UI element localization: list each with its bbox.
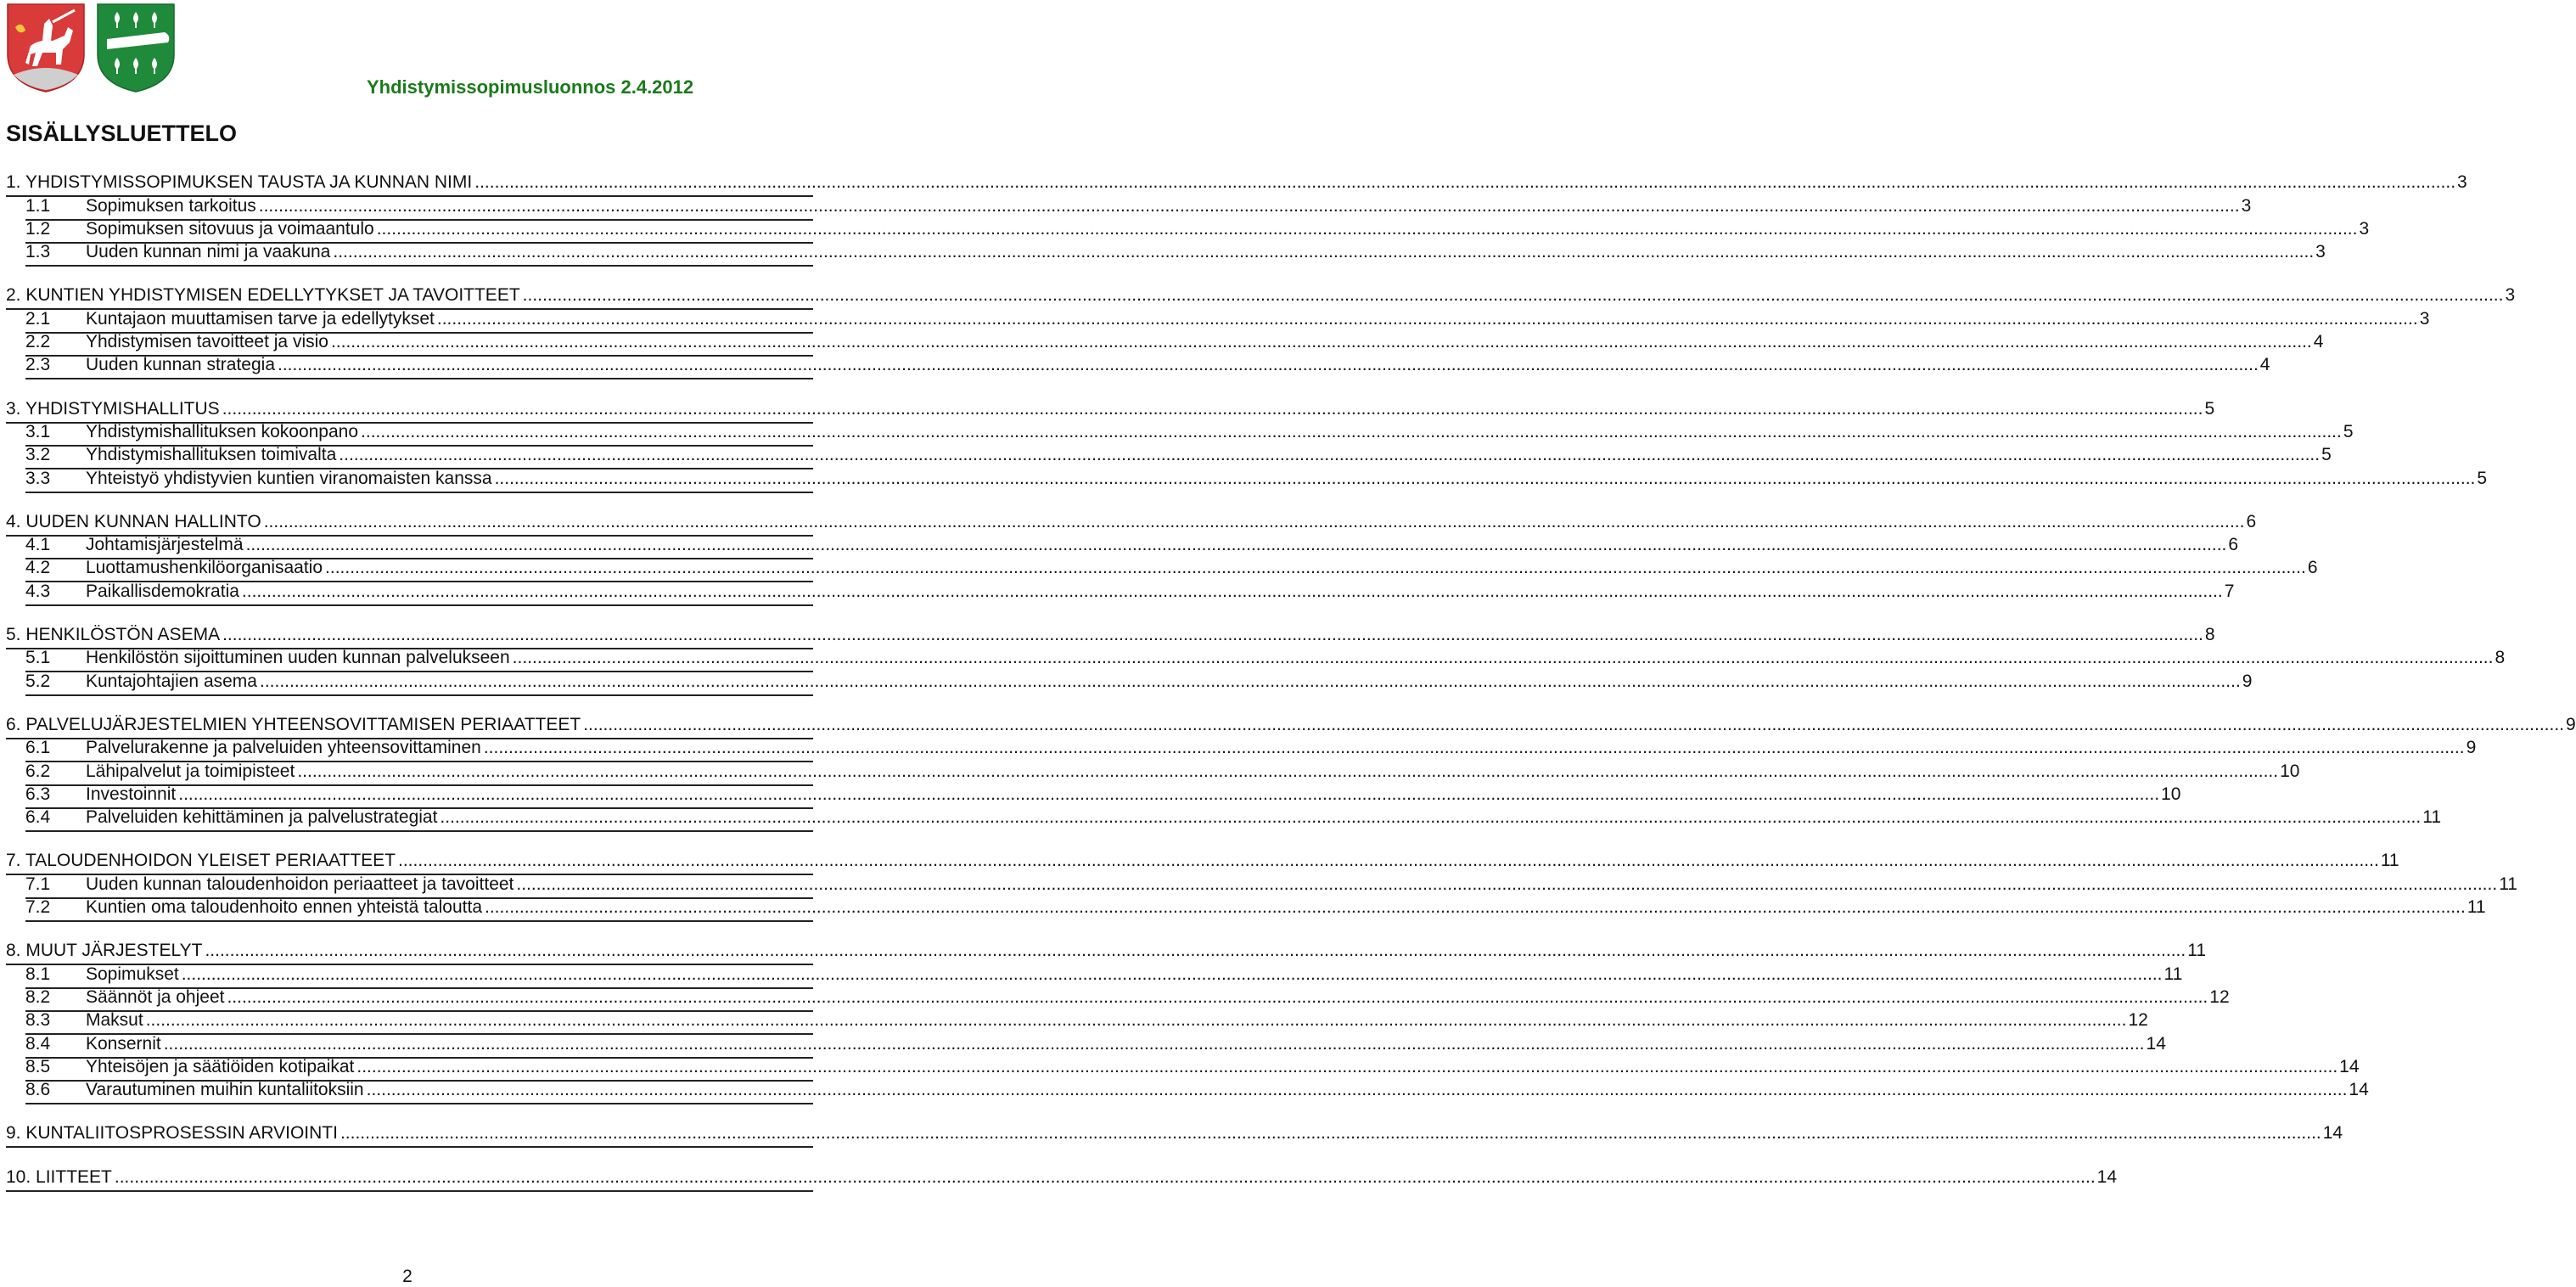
toc-entry-row bbox=[25, 896, 2486, 919]
toc-page-number: 12 bbox=[2209, 986, 2230, 1007]
dot-leader: ................................................................................................................................................................................................................................................................................................................................................................................................................ bbox=[361, 421, 2342, 441]
toc-section-number: 2.3 bbox=[25, 355, 51, 375]
dot-leader: ................................................................................................................................................................................................................................................................................................................................................................................................................ bbox=[494, 468, 2476, 488]
toc-section-number: 6.2 bbox=[25, 761, 51, 781]
toc-section-entry[interactable] bbox=[0, 581, 2235, 605]
toc-section-number: 2.2 bbox=[25, 332, 51, 352]
toc-group bbox=[0, 172, 2467, 267]
toc-page-number: 5 bbox=[2321, 445, 2332, 465]
toc-section-entry[interactable] bbox=[0, 308, 2430, 333]
coat-of-arms-green-logo bbox=[95, 2, 177, 93]
toc-section-number: 1.3 bbox=[25, 242, 51, 262]
toc-page-number: 14 bbox=[2349, 1080, 2369, 1100]
toc-page-number: 3 bbox=[2315, 242, 2326, 262]
toc-entry-title: Kuntajohtajien asema bbox=[86, 671, 257, 691]
toc-entry-row bbox=[25, 737, 2477, 759]
toc-entry-title: Yhteisöjen ja säätiöiden kotipaikat bbox=[86, 1056, 355, 1076]
dot-leader: ................................................................................................................................................................................................................................................................................................................................................................................................................ bbox=[163, 1033, 2145, 1054]
toc-chapter-entry[interactable] bbox=[0, 1166, 2118, 1191]
dot-leader: ................................................................................................................................................................................................................................................................................................................................................................................................................ bbox=[330, 332, 2312, 352]
toc-entry-row bbox=[25, 241, 2326, 263]
toc-chapter-entry[interactable] bbox=[0, 851, 2399, 875]
toc-section-entry[interactable] bbox=[0, 332, 2324, 357]
dot-leader: ................................................................................................................................................................................................................................................................................................................................................................................................................ bbox=[227, 986, 2208, 1007]
toc-heading: SISÄLLYSLUETTELO bbox=[6, 121, 238, 146]
toc-entry-title: 3. YHDISTYMISHALLITUS bbox=[6, 398, 220, 419]
toc-group bbox=[0, 285, 2516, 379]
toc-section-number: 4.3 bbox=[25, 581, 51, 601]
toc-chapter-entry[interactable] bbox=[0, 511, 2257, 537]
dot-leader: ................................................................................................................................................................................................................................................................................................................................................................................................................ bbox=[333, 242, 2315, 262]
document-header-title: Yhdistymissopimusluonnos 2.4.2012 bbox=[367, 76, 694, 98]
toc-group bbox=[0, 511, 2318, 606]
toc-entry-title: 1. YHDISTYMISSOPIMUKSEN TAUSTA JA KUNNAN NIMI bbox=[6, 172, 473, 193]
toc-entry-row bbox=[25, 354, 2270, 376]
dot-leader: ................................................................................................................................................................................................................................................................................................................................................................................................................ bbox=[222, 625, 2203, 645]
toc-entry-title: Palvelurakenne ja palveluiden yhteensovittaminen bbox=[86, 738, 481, 758]
toc-entry-row bbox=[25, 1079, 2369, 1101]
toc-page-number: 6 bbox=[2228, 535, 2239, 555]
toc-entry-row bbox=[25, 534, 2239, 556]
toc-page-number: 6 bbox=[2307, 558, 2318, 578]
toc-section-entry[interactable] bbox=[0, 874, 2517, 898]
toc-page-number: 5 bbox=[2343, 421, 2354, 441]
toc-entry-row bbox=[25, 1009, 2148, 1031]
toc-page-number: 14 bbox=[2339, 1056, 2360, 1076]
toc-entry-row bbox=[6, 1122, 2343, 1144]
toc-entry-row bbox=[25, 444, 2332, 466]
dot-leader: ................................................................................................................................................................................................................................................................................................................................................................................................................ bbox=[583, 714, 2565, 734]
toc-group bbox=[0, 1166, 2118, 1191]
dot-leader: ................................................................................................................................................................................................................................................................................................................................................................................................................ bbox=[222, 398, 2203, 419]
toc-entry-title: Yhdistymisen tavoitteet ja visio bbox=[86, 332, 328, 352]
toc-page-number: 5 bbox=[2204, 398, 2215, 419]
toc-entry-title: Säännöt ja ohjeet bbox=[86, 986, 225, 1007]
toc-entry-title: Yhteistyö yhdistyvien kuntien viranomaisten kanssa bbox=[86, 468, 492, 488]
toc-entry-row bbox=[25, 581, 2235, 603]
dot-leader: ................................................................................................................................................................................................................................................................................................................................................................................................................ bbox=[436, 308, 2418, 329]
toc-section-entry[interactable] bbox=[0, 738, 2477, 762]
dot-leader: ................................................................................................................................................................................................................................................................................................................................................................................................................ bbox=[512, 648, 2494, 668]
coat-of-arms-rider-logo bbox=[5, 2, 87, 93]
toc-entry-row bbox=[25, 1033, 2166, 1055]
toc-entry-title: Sopimukset bbox=[86, 964, 179, 984]
toc-entry-row bbox=[25, 308, 2430, 330]
toc-section-number: 7.2 bbox=[25, 897, 51, 918]
toc-section-entry[interactable] bbox=[0, 964, 2183, 988]
toc-section-number: 5.2 bbox=[25, 671, 51, 691]
toc-chapter-entry[interactable] bbox=[0, 285, 2516, 310]
toc-entry-title: Uuden kunnan nimi ja vaakuna bbox=[86, 242, 331, 262]
toc-section-number: 4.1 bbox=[25, 535, 51, 555]
dot-leader: ................................................................................................................................................................................................................................................................................................................................................................................................................ bbox=[366, 1080, 2348, 1100]
toc-entry-title: Kuntajaon muuttamisen tarve ja edellytykset bbox=[86, 308, 435, 329]
dot-leader: ................................................................................................................................................................................................................................................................................................................................................................................................................ bbox=[339, 445, 2321, 465]
toc-entry-title: 6. PALVELUJÄRJESTELMIEN YHTEENSOVITTAMISEN PERIAATTEET bbox=[6, 714, 581, 734]
toc-page-number: 5 bbox=[2477, 468, 2488, 488]
toc-chapter-entry[interactable] bbox=[0, 941, 2207, 965]
toc-entry-title: Paikallisdemokratia bbox=[86, 581, 239, 601]
toc-page-number: 11 bbox=[2499, 874, 2517, 894]
toc-section-number: 6.3 bbox=[25, 784, 51, 804]
toc-entry-title: Luottamushenkilöorganisaatio bbox=[86, 558, 323, 578]
toc-entry-row bbox=[6, 624, 2215, 646]
toc-chapter-entry[interactable] bbox=[0, 398, 2215, 423]
toc-entry-title: Henkilöstön sijoittuminen uuden kunnan palvelukseen bbox=[86, 648, 510, 668]
toc-section-number: 3.2 bbox=[25, 445, 51, 465]
dot-leader: ................................................................................................................................................................................................................................................................................................................................................................................................................ bbox=[263, 511, 2245, 531]
dot-leader: ................................................................................................................................................................................................................................................................................................................................................................................................................ bbox=[474, 172, 2456, 193]
dot-leader: ................................................................................................................................................................................................................................................................................................................................................................................................................ bbox=[258, 195, 2240, 216]
toc-entry-title: Sopimuksen tarkoitus bbox=[86, 195, 256, 216]
dot-leader: ................................................................................................................................................................................................................................................................................................................................................................................................................ bbox=[356, 1056, 2338, 1076]
toc-entry-row bbox=[25, 964, 2183, 986]
toc-section-entry[interactable] bbox=[0, 1080, 2369, 1104]
toc-entry-row bbox=[25, 806, 2442, 829]
toc-page-number: 4 bbox=[2259, 355, 2270, 375]
toc-page-number: 3 bbox=[2505, 285, 2516, 306]
toc-page-number: 8 bbox=[2204, 625, 2215, 645]
toc-page-number: 11 bbox=[2187, 941, 2207, 961]
toc-entry-title: 4. UUDEN KUNNAN HALLINTO bbox=[6, 511, 261, 531]
toc-entry-row bbox=[6, 171, 2467, 194]
toc-page-number: 3 bbox=[2419, 308, 2430, 329]
toc-section-number: 3.3 bbox=[25, 468, 51, 488]
toc-section-number: 2.1 bbox=[25, 308, 51, 329]
toc-section-entry[interactable] bbox=[0, 761, 2300, 785]
toc-page-number: 14 bbox=[2096, 1166, 2118, 1187]
toc-page-number: 7 bbox=[2224, 581, 2235, 601]
toc-entry-title: Konsernit bbox=[86, 1033, 161, 1054]
dot-leader: ................................................................................................................................................................................................................................................................................................................................................................................................................ bbox=[522, 285, 2504, 306]
dot-leader: ................................................................................................................................................................................................................................................................................................................................................................................................................ bbox=[297, 761, 2279, 781]
toc-page-number: 6 bbox=[2246, 511, 2257, 531]
dot-leader: ................................................................................................................................................................................................................................................................................................................................................................................................................ bbox=[485, 897, 2466, 918]
toc-chapter-entry[interactable] bbox=[0, 625, 2215, 649]
toc-section-entry[interactable] bbox=[0, 648, 2506, 672]
toc-entry-title: 8. MUUT JÄRJESTELYT bbox=[6, 941, 203, 961]
toc-entry-row bbox=[6, 940, 2207, 962]
toc-entry-row bbox=[25, 421, 2354, 443]
toc-page-number: 11 bbox=[2164, 964, 2183, 984]
toc-section-number: 5.1 bbox=[25, 648, 51, 668]
toc-section-number: 8.4 bbox=[25, 1033, 51, 1054]
toc-entry-row bbox=[25, 647, 2506, 669]
page-number: 2 bbox=[402, 1267, 412, 1286]
toc-section-entry[interactable] bbox=[0, 807, 2442, 832]
toc-page-number: 14 bbox=[2146, 1033, 2166, 1054]
dot-leader: ................................................................................................................................................................................................................................................................................................................................................................................................................ bbox=[516, 874, 2498, 894]
toc-section-entry[interactable] bbox=[0, 468, 2488, 492]
toc-section-entry[interactable] bbox=[0, 218, 2370, 244]
toc-entry-title: Varautuminen muihin kuntaliitoksiin bbox=[86, 1080, 364, 1100]
toc-section-number: 8.2 bbox=[25, 986, 51, 1007]
toc-page-number: 9 bbox=[2242, 671, 2253, 691]
toc-section-number: 8.5 bbox=[25, 1056, 51, 1076]
toc-page-number: 9 bbox=[2566, 714, 2576, 734]
toc-entry-title: 5. HENKILÖSTÖN ASEMA bbox=[6, 625, 221, 645]
dot-leader: ................................................................................................................................................................................................................................................................................................................................................................................................................ bbox=[114, 1166, 2096, 1187]
dot-leader: ................................................................................................................................................................................................................................................................................................................................................................................................................ bbox=[398, 851, 2379, 871]
toc-group bbox=[0, 398, 2488, 492]
toc-section-entry[interactable] bbox=[0, 671, 2253, 695]
toc-page-number: 10 bbox=[2161, 784, 2181, 804]
toc-entry-row bbox=[25, 784, 2181, 806]
dot-leader: ................................................................................................................................................................................................................................................................................................................................................................................................................ bbox=[340, 1123, 2321, 1144]
toc-entry-row bbox=[25, 986, 2230, 1009]
toc-group bbox=[0, 851, 2517, 922]
dot-leader: ................................................................................................................................................................................................................................................................................................................................................................................................................ bbox=[245, 535, 2227, 555]
toc-section-number: 3.1 bbox=[25, 421, 51, 441]
toc-entry-title: 9. KUNTALIITOSPROSESSIN ARVIOINTI bbox=[6, 1123, 338, 1144]
toc-section-entry[interactable] bbox=[0, 445, 2332, 469]
toc-entry-row bbox=[25, 761, 2300, 783]
toc-entry-title: 10. LIITTEET bbox=[6, 1166, 112, 1187]
toc-section-entry[interactable] bbox=[0, 421, 2354, 447]
toc-section-number: 7.1 bbox=[25, 874, 51, 894]
toc-section-entry[interactable] bbox=[0, 355, 2270, 379]
dot-leader: ................................................................................................................................................................................................................................................................................................................................................................................................................ bbox=[178, 784, 2160, 804]
toc-section-number: 8.3 bbox=[25, 1010, 51, 1031]
toc-page-number: 8 bbox=[2495, 648, 2506, 668]
toc-entry-row bbox=[25, 218, 2370, 240]
dot-leader: ................................................................................................................................................................................................................................................................................................................................................................................................................ bbox=[241, 581, 2223, 601]
toc-page-number: 3 bbox=[2359, 218, 2370, 239]
toc-entry-row bbox=[25, 557, 2318, 579]
toc-section-entry[interactable] bbox=[0, 897, 2486, 922]
toc-section-number: 6.4 bbox=[25, 807, 51, 828]
dot-leader: ................................................................................................................................................................................................................................................................................................................................................................................................................ bbox=[325, 558, 2306, 578]
toc-section-number: 6.1 bbox=[25, 738, 51, 758]
toc-section-number: 8.1 bbox=[25, 964, 51, 984]
toc-page-number: 3 bbox=[2457, 172, 2467, 193]
toc-entry-row bbox=[25, 874, 2517, 896]
toc-section-entry[interactable] bbox=[0, 1056, 2360, 1082]
toc-entry-row bbox=[6, 398, 2215, 420]
dot-leader: ................................................................................................................................................................................................................................................................................................................................................................................................................ bbox=[278, 355, 2259, 375]
toc-section-entry[interactable] bbox=[0, 784, 2181, 809]
toc-group bbox=[0, 941, 2369, 1104]
toc-entry-row bbox=[25, 331, 2324, 353]
toc-page-number: 4 bbox=[2313, 332, 2324, 352]
toc-chapter-entry[interactable] bbox=[0, 714, 2576, 739]
toc-section-entry[interactable] bbox=[0, 242, 2326, 267]
toc-group bbox=[0, 625, 2506, 696]
toc-section-number: 1.1 bbox=[25, 195, 51, 216]
toc-entry-title: Lähipalvelut ja toimipisteet bbox=[86, 761, 295, 781]
toc-section-entry[interactable] bbox=[0, 1033, 2166, 1058]
dot-leader: ................................................................................................................................................................................................................................................................................................................................................................................................................ bbox=[376, 218, 2358, 239]
toc-entry-title: Johtamisjärjestelmä bbox=[86, 535, 244, 555]
toc-entry-row bbox=[6, 1166, 2118, 1189]
toc-section-entry[interactable] bbox=[0, 1010, 2148, 1035]
toc-entry-title: Palveluiden kehittäminen ja palvelustrategiat bbox=[86, 807, 438, 828]
toc-entry-title: Uuden kunnan strategia bbox=[86, 355, 275, 375]
toc-section-number: 8.6 bbox=[25, 1080, 51, 1100]
toc-page-number: 3 bbox=[2241, 195, 2252, 216]
toc-entry-row bbox=[6, 714, 2576, 736]
dot-leader: ................................................................................................................................................................................................................................................................................................................................................................................................................ bbox=[181, 964, 2163, 984]
toc-section-entry[interactable] bbox=[0, 535, 2239, 559]
toc-entry-title: Uuden kunnan taloudenhoidon periaatteet ja tavoitteet bbox=[86, 874, 514, 894]
dot-leader: ................................................................................................................................................................................................................................................................................................................................................................................................................ bbox=[205, 941, 2186, 961]
toc-section-entry[interactable] bbox=[0, 558, 2318, 582]
table-of-contents bbox=[0, 172, 2576, 1212]
toc-entry-title: 2. KUNTIEN YHDISTYMISEN EDELLYTYKSET JA TAVOITTEET bbox=[6, 285, 520, 306]
toc-entry-title: Yhdistymishallituksen kokoonpano bbox=[86, 421, 359, 441]
toc-page-number: 9 bbox=[2466, 738, 2477, 758]
toc-page-number: 11 bbox=[2380, 851, 2399, 871]
toc-group bbox=[0, 714, 2576, 832]
toc-entry-row bbox=[6, 284, 2516, 306]
toc-entry-row bbox=[25, 671, 2253, 693]
toc-entry-row bbox=[6, 511, 2257, 533]
toc-chapter-entry[interactable] bbox=[0, 1123, 2343, 1148]
toc-entry-row bbox=[25, 468, 2488, 490]
toc-page-number: 11 bbox=[2467, 897, 2486, 918]
toc-chapter-entry[interactable] bbox=[0, 172, 2467, 197]
toc-section-number: 1.2 bbox=[25, 218, 51, 239]
toc-section-entry[interactable] bbox=[0, 195, 2252, 220]
toc-entry-row bbox=[6, 850, 2399, 872]
dot-leader: ................................................................................................................................................................................................................................................................................................................................................................................................................ bbox=[259, 671, 2241, 691]
toc-page-number: 10 bbox=[2280, 761, 2300, 781]
toc-page-number: 14 bbox=[2322, 1123, 2343, 1144]
dot-leader: ................................................................................................................................................................................................................................................................................................................................................................................................................ bbox=[483, 738, 2465, 758]
toc-entry-title: 7. TALOUDENHOIDON YLEISET PERIAATTEET bbox=[6, 851, 396, 871]
toc-entry-title: Maksut bbox=[86, 1010, 143, 1031]
dot-leader: ................................................................................................................................................................................................................................................................................................................................................................................................................ bbox=[145, 1010, 2127, 1031]
toc-section-number: 4.2 bbox=[25, 558, 51, 578]
toc-entry-title: Kuntien oma taloudenhoito ennen yhteistä taloutta bbox=[86, 897, 483, 918]
toc-entry-title: Yhdistymishallituksen toimivalta bbox=[86, 445, 337, 465]
toc-page-number: 12 bbox=[2128, 1010, 2148, 1031]
dot-leader: ................................................................................................................................................................................................................................................................................................................................................................................................................ bbox=[440, 807, 2422, 828]
toc-page-number: 11 bbox=[2422, 807, 2442, 828]
toc-group bbox=[0, 1123, 2343, 1148]
toc-entry-title: Sopimuksen sitovuus ja voimaantulo bbox=[86, 218, 374, 239]
toc-entry-row bbox=[25, 1056, 2360, 1078]
toc-section-entry[interactable] bbox=[0, 986, 2230, 1012]
toc-entry-title: Investoinnit bbox=[86, 784, 177, 804]
toc-entry-row bbox=[25, 195, 2252, 217]
